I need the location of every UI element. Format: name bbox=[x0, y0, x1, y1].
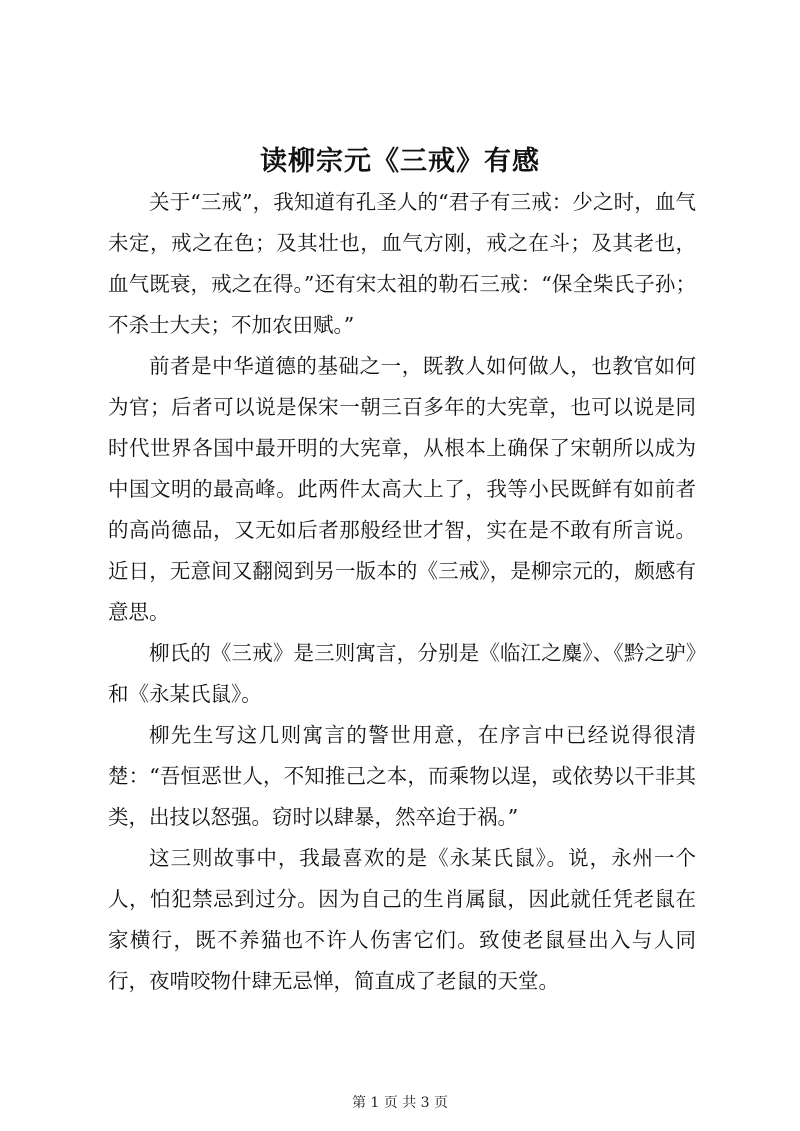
paragraph-4: 柳先生写这几则寓言的警世用意，在序言中已经说得很清楚：“吾恒恶世人，不知推己之本，而乘物以逞，或依势以干非其类，出技以怒强。窃时以肆暴，然卒迨于祸。” bbox=[108, 723, 696, 829]
document-title: 读柳宗元《三戒》有感 bbox=[260, 146, 540, 177]
page-number-indicator: 第 1 页 共 3 页 bbox=[351, 1095, 449, 1111]
document-body bbox=[108, 182, 696, 1002]
paragraph-3: 柳氏的《三戒》是三则寓言，分别是《临江之麋》、《黔之驴》和《永某氏鼠》。 bbox=[108, 641, 696, 706]
paragraph-2: 前者是中华道德的基础之一，既教人如何做人，也教官如何为官；后者可以说是保宋一朝三百多年的大宪章，也可以说是同时代世界各国中最开明的大宪章，从根本上确保了宋朝所以成为中国文明的最高峰。此两件太高大上了，我等小民既鲜有如前者的高尚德品，又无如后者那般经世才智，实在是不敢有所言说。近日，无意间又翻阅到另一版本的《三戒》，是柳宗元的，颇感有意思。 bbox=[108, 354, 696, 624]
paragraph-1: 关于“三戒”，我知道有孔圣人的“君子有三戒：少之时，血气未定，戒之在色；及其壮也，血气方刚，戒之在斗；及其老也，血气既衰，戒之在得。”还有宋太祖的勒石三戒：“保全柴氏子孙；不杀士大夫；不加农田赋。” bbox=[108, 190, 696, 337]
paragraph-5: 这三则故事中，我最喜欢的是《永某氏鼠》。说，永州一个人，怕犯禁忌到过分。因为自己的生肖属鼠，因此就任凭老鼠在家横行，既不养猫也不许人伤害它们。致使老鼠昼出入与人同行，夜啃咬物什肆无忌惮，简直成了老鼠的天堂。 bbox=[108, 846, 696, 993]
page-footer bbox=[0, 1093, 800, 1113]
